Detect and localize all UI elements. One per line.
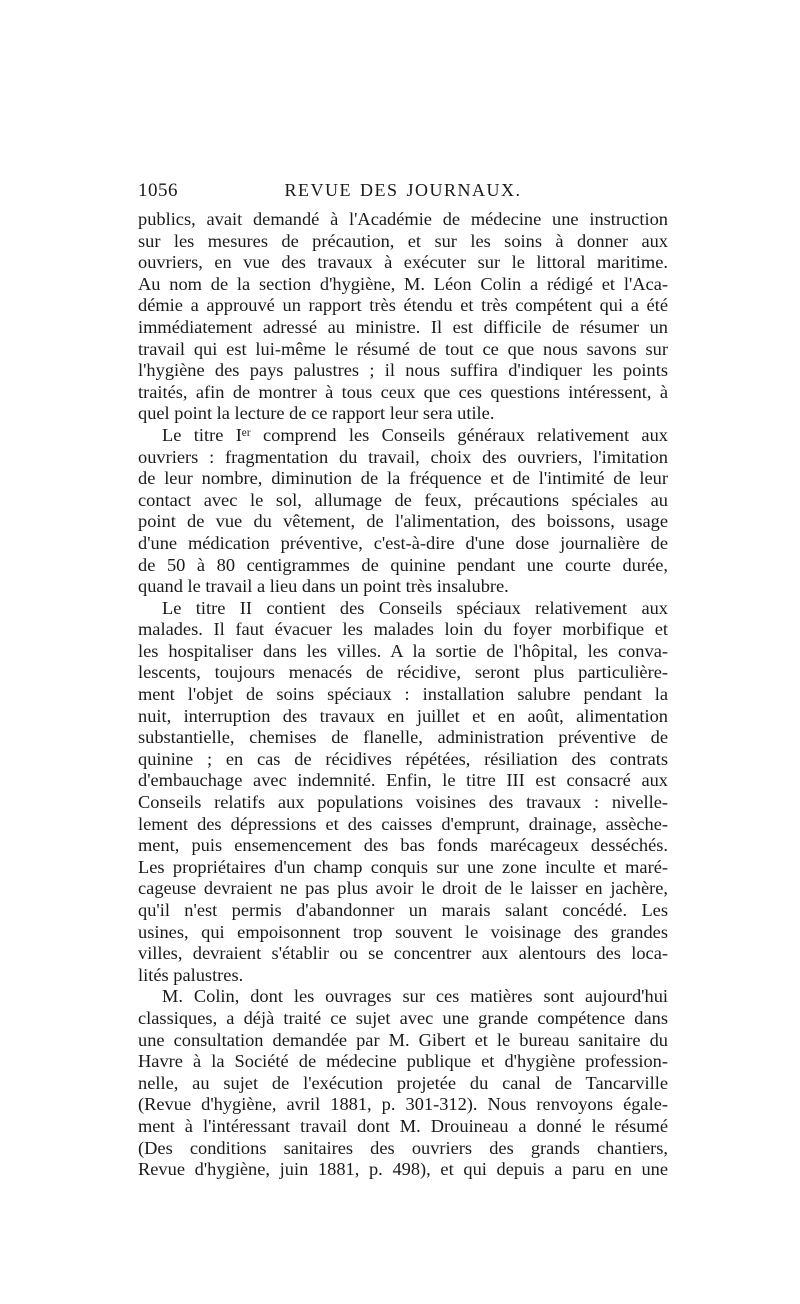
text-line: Les propriétaires d'un champ conquis sur une zone inculte et maré- xyxy=(138,856,668,877)
text-line: d'embauchage avec indemnité. Enfin, le titre III est consacré aux xyxy=(138,770,668,791)
text-line: substantielle, chemises de flanelle, administration préventive de xyxy=(138,727,668,748)
text-line: Le titre II contient des Conseils spéciaux relativement aux xyxy=(162,597,668,618)
body-text xyxy=(138,209,668,1181)
text-line: travail qui est lui-même le résumé de tout ce que nous savons sur xyxy=(138,338,668,359)
text-line: publics, avait demandé à l'Académie de médecine une instruction xyxy=(138,209,668,229)
text-line: nelle, au sujet de l'exécution projetée du canal de Tancarville xyxy=(138,1072,668,1093)
text-line: les hospitaliser dans les villes. A la sortie de l'hôpital, les conva- xyxy=(138,640,668,661)
text-line: lités palustres. xyxy=(138,964,244,985)
text-line: malades. Il faut évacuer les malades loin du foyer morbifique et xyxy=(138,619,668,640)
text-line: Conseils relatifs aux populations voisines des travaux : nivelle- xyxy=(138,792,668,813)
text-line: ouvriers, en vue des travaux à exécuter sur le littoral maritime. xyxy=(138,252,668,273)
text-line: ment à l'intéressant travail dont M. Drouineau a donné le résumé xyxy=(138,1115,668,1136)
text-line: qu'il n'est permis d'abandonner un marais salant concédé. Les xyxy=(138,900,668,920)
text-line: Au nom de la section d'hygiène, M. Léon Colin a rédigé et l'Aca- xyxy=(138,273,668,294)
text-line: l'hygiène des pays palustres ; il nous suffira d'indiquer les points xyxy=(138,360,668,381)
text-line: contact avec le sol, allumage de feux, précautions spéciales au xyxy=(138,489,668,510)
text-line: lement des dépressions et des caisses d'emprunt, drainage, assèche- xyxy=(138,813,668,834)
text-line: (Des conditions sanitaires des ouvriers des grands chantiers, xyxy=(138,1137,668,1158)
text-line: Revue d'hygiène, juin 1881, p. 498), et qui depuis a paru en une xyxy=(138,1159,668,1180)
text-line: immédiatement adressé au ministre. Il est difficile de résumer un xyxy=(138,316,668,337)
text-line: ment, puis ensemencement des bas fonds marécageux desséchés. xyxy=(138,835,668,856)
text-line: nuit, interruption des travaux en juillet et en août, alimentation xyxy=(138,705,668,726)
text-line: quinine ; en cas de récidives répétées, résiliation des contrats xyxy=(138,748,668,769)
text-line: M. Colin, dont les ouvrages sur ces matières sont aujourd'hui xyxy=(162,986,668,1007)
text-line: Le titre Iᵉʳ comprend les Conseils généraux relativement aux xyxy=(162,424,668,445)
text-line: ment l'objet de soins spéciaux : installation salubre pendant la xyxy=(138,684,668,705)
text-line: (Revue d'hygiène, avril 1881, p. 301-312). Nous renvoyons égale- xyxy=(138,1094,668,1115)
text-line: classiques, a déjà traité ce sujet avec une grande compétence dans xyxy=(138,1007,668,1028)
text-line: Havre à la Société de médecine publique et d'hygiène profession- xyxy=(138,1051,668,1072)
text-line: traités, afin de montrer à tous ceux que ces questions intéressent, à xyxy=(138,381,668,402)
text-line: ouvriers : fragmentation du travail, choix des ouvriers, l'imitation xyxy=(138,446,668,467)
text-line: démie a approuvé un rapport très étendu et très compétent qui a été xyxy=(138,295,668,316)
text-line: quand le travail a lieu dans un point très insalubre. xyxy=(138,576,509,597)
text-line: de 50 à 80 centigrammes de quinine pendant une courte durée, xyxy=(138,554,668,575)
text-line: sur les mesures de précaution, et sur les soins à donner aux xyxy=(138,230,668,251)
text-line: lescents, toujours menacés de récidive, seront plus particulière- xyxy=(138,662,668,683)
text-line: villes, devraient s'établir ou se concentrer aux alentours des loca- xyxy=(138,943,668,964)
running-title: REVUE DES JOURNAUX. xyxy=(284,180,522,200)
text-line: de leur nombre, diminution de la fréquence et de l'intimité de leur xyxy=(138,468,668,489)
page-number: 1056 xyxy=(138,180,178,201)
text-line: cageuse devraient ne pas plus avoir le droit de le laisser en jachère, xyxy=(138,878,668,899)
text-line: usines, qui empoisonnent trop souvent le voisinage des grandes xyxy=(138,921,668,942)
text-line: une consultation demandée par M. Gibert et le bureau sanitaire du xyxy=(138,1029,668,1050)
page-header xyxy=(138,180,668,204)
text-line: quel point la lecture de ce rapport leur sera utile. xyxy=(138,403,495,424)
text-line: point de vue du vêtement, de l'alimentation, des boissons, usage xyxy=(138,511,668,532)
text-line: d'une médication préventive, c'est-à-dire d'une dose journalière de xyxy=(138,532,668,553)
